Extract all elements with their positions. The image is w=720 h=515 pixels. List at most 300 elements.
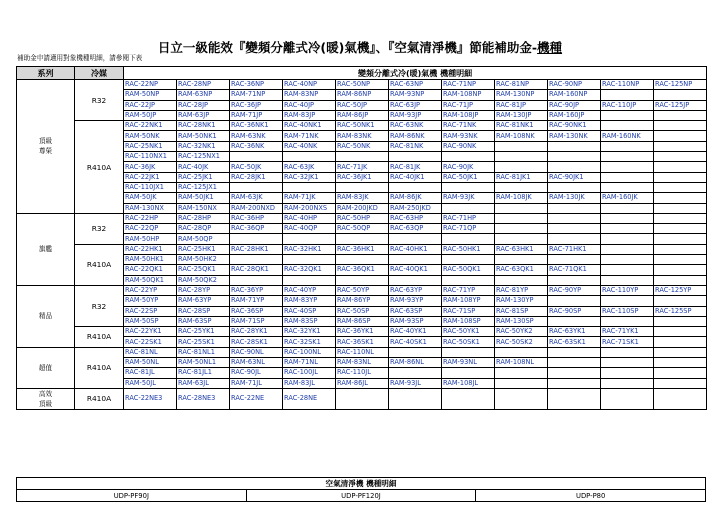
model-cell: RAC-28NE <box>283 388 336 409</box>
page-title: 日立一級能效『變頻分離式冷(暖)氣機』、『空氣清淨機』節能補助金-機種 <box>157 40 563 55</box>
model-cell <box>601 224 654 234</box>
model-cell: RAC-28HP <box>177 213 230 223</box>
model-cell: RAC-32HK1 <box>283 244 336 254</box>
model-cell: RAC-36HK1 <box>336 244 389 254</box>
model-cell: RAC-22NE <box>230 388 283 409</box>
model-cell <box>601 203 654 213</box>
model-cell <box>654 110 707 120</box>
model-cell: RAC-25HK1 <box>177 244 230 254</box>
model-cell: RAM-160JP <box>548 110 601 120</box>
model-cell <box>601 265 654 275</box>
model-cell: RAC-32QK1 <box>283 265 336 275</box>
model-cell <box>495 378 548 388</box>
model-cell: RAC-110NX1 <box>124 152 177 162</box>
model-cell: RAC-50YP <box>336 285 389 295</box>
model-cell <box>601 90 654 100</box>
model-cell: RAC-125NX1 <box>177 152 230 162</box>
model-cell: RAC-63QK1 <box>495 265 548 275</box>
model-cell <box>601 234 654 244</box>
model-cell <box>283 182 336 192</box>
model-cell <box>654 224 707 234</box>
model-cell: RAM-108YP <box>442 296 495 306</box>
model-cell <box>601 368 654 378</box>
purifier-title: 空氣清淨機 機種明細 <box>17 478 706 490</box>
model-cell: RAC-36HP <box>230 213 283 223</box>
model-cell: RAM-108SP <box>442 316 495 326</box>
model-cell <box>495 347 548 357</box>
purifier-model: UDP-PF90J <box>17 490 247 502</box>
model-cell <box>654 152 707 162</box>
model-cell: RAC-81YP <box>495 285 548 295</box>
model-cell: RAM-93JK <box>442 193 495 203</box>
model-cell: RAC-71SP <box>442 306 495 316</box>
refrigerant-cell: R32 <box>75 285 124 326</box>
model-cell: RAM-63NK <box>230 131 283 141</box>
model-cell: RAC-100NL <box>283 347 336 357</box>
model-cell <box>601 121 654 131</box>
model-cell: RAC-36JP <box>230 100 283 110</box>
refrigerant-cell: R32 <box>75 80 124 121</box>
model-cell: RAC-28NE3 <box>177 388 230 409</box>
model-cell: RAC-71NP <box>442 80 495 90</box>
model-cell: RAM-86NL <box>389 358 442 368</box>
model-cell: RAC-125NP <box>654 80 707 90</box>
model-cell: RAC-50SK1 <box>442 337 495 347</box>
model-cell: RAC-71HK1 <box>548 244 601 254</box>
model-cell <box>442 152 495 162</box>
model-cell <box>230 275 283 285</box>
model-cell: RAM-63YP <box>177 296 230 306</box>
model-cell <box>548 347 601 357</box>
model-cell: RAC-110YP <box>601 285 654 295</box>
model-cell <box>336 255 389 265</box>
model-cell: RAC-63YK1 <box>548 327 601 337</box>
title-keyword: 機種 <box>537 40 563 55</box>
refrigerant-cell: R410A <box>75 244 124 285</box>
model-cell: RAC-110NP <box>601 80 654 90</box>
model-cell: RAM-108JL <box>442 378 495 388</box>
model-cell: RAC-81JL1 <box>177 368 230 378</box>
model-cell: RAC-110JP <box>601 100 654 110</box>
model-cell: RAC-90YP <box>548 285 601 295</box>
model-cell: RAC-71QK1 <box>548 265 601 275</box>
model-cell <box>548 152 601 162</box>
model-cell: RAC-81NK <box>389 141 442 151</box>
model-cell <box>389 182 442 192</box>
model-cell: RAM-83JP <box>283 110 336 120</box>
model-cell: RAM-93JP <box>389 110 442 120</box>
model-cell <box>389 152 442 162</box>
model-cell: RAC-40SP <box>283 306 336 316</box>
model-cell <box>548 388 601 409</box>
refrigerant-header: 冷媒 <box>75 67 124 80</box>
model-cell: RAM-130NP <box>495 90 548 100</box>
model-cell: RAM-160JK <box>601 193 654 203</box>
model-cell: RAM-108NP <box>442 90 495 100</box>
model-cell: RAC-40HP <box>283 213 336 223</box>
model-cell <box>601 172 654 182</box>
model-cell <box>442 182 495 192</box>
model-cell: RAC-36NP <box>230 80 283 90</box>
model-cell: RAM-83NP <box>283 90 336 100</box>
purifier-table <box>16 477 706 502</box>
model-cell <box>442 347 495 357</box>
ac-model-table <box>16 66 707 410</box>
table-header-row <box>17 67 707 80</box>
table-row <box>17 80 707 90</box>
model-cell: RAC-110NL <box>336 347 389 357</box>
series-cell: 精品 <box>17 285 75 347</box>
model-cell <box>442 275 495 285</box>
purifier-model: UDP-P80 <box>476 490 706 502</box>
series-cell: 頂級 尊榮 <box>17 80 75 214</box>
refrigerant-cell: R410A <box>75 121 124 214</box>
model-cell <box>654 347 707 357</box>
models-header: 變頻分離式冷(暖)氣機 機種明細 <box>124 67 707 80</box>
model-cell <box>548 368 601 378</box>
model-cell: RAC-22NE3 <box>124 388 177 409</box>
model-cell: RAM-86JP <box>336 110 389 120</box>
model-cell: RAC-81JL <box>124 368 177 378</box>
model-cell: RAM-63NL <box>230 358 283 368</box>
model-cell <box>548 234 601 244</box>
model-cell: RAC-81JK <box>389 162 442 172</box>
model-cell: RAC-90NK <box>442 141 495 151</box>
model-cell: RAC-25QK1 <box>177 265 230 275</box>
model-cell <box>389 388 442 409</box>
model-cell: RAC-28YK1 <box>230 327 283 337</box>
model-cell: RAM-83JL <box>283 378 336 388</box>
model-cell <box>601 110 654 120</box>
model-cell <box>283 234 336 244</box>
model-cell <box>283 255 336 265</box>
model-cell: RAM-71YP <box>230 296 283 306</box>
model-cell: RAC-36YK1 <box>336 327 389 337</box>
model-cell <box>230 152 283 162</box>
model-cell: RAM-200NXD <box>230 203 283 213</box>
model-cell: RAC-22JK1 <box>124 172 177 182</box>
model-cell <box>548 378 601 388</box>
model-cell: RAM-63NP <box>177 90 230 100</box>
model-cell <box>654 368 707 378</box>
model-cell: RAM-50JK <box>124 193 177 203</box>
model-cell: RAM-250JKD <box>389 203 442 213</box>
ac-model-table-body <box>17 80 707 410</box>
model-cell <box>283 275 336 285</box>
model-cell: RAC-22HP <box>124 213 177 223</box>
model-cell: RAC-25SK1 <box>177 337 230 347</box>
model-cell <box>654 337 707 347</box>
model-cell: RAM-50NL <box>124 358 177 368</box>
table-row <box>17 347 707 357</box>
model-cell <box>230 182 283 192</box>
purifier-model: UDP-PF120J <box>246 490 476 502</box>
model-cell: RAM-130JP <box>495 110 548 120</box>
model-cell: RAC-28HK1 <box>230 244 283 254</box>
model-cell: RAC-125YP <box>654 285 707 295</box>
model-cell: RAC-40NK <box>283 141 336 151</box>
model-cell: RAM-108JP <box>442 110 495 120</box>
model-cell: RAC-63SP <box>389 306 442 316</box>
model-cell: RAC-81JP <box>495 100 548 110</box>
model-cell: RAM-63JK <box>230 193 283 203</box>
model-cell <box>336 182 389 192</box>
model-cell: RAC-63YP <box>389 285 442 295</box>
model-cell <box>601 316 654 326</box>
model-cell <box>654 121 707 131</box>
model-cell <box>601 388 654 409</box>
model-cell: RAC-50YK2 <box>495 327 548 337</box>
model-cell: RAC-50JP <box>336 100 389 110</box>
model-cell: RAC-71JP <box>442 100 495 110</box>
model-cell: RAM-150NX <box>177 203 230 213</box>
model-cell <box>495 182 548 192</box>
model-cell: RAC-32SK1 <box>283 337 336 347</box>
model-cell: RAC-81JK1 <box>495 172 548 182</box>
model-cell: RAC-63SK1 <box>548 337 601 347</box>
model-cell: RAM-83NK <box>336 131 389 141</box>
model-cell: RAC-71NK <box>442 121 495 131</box>
model-cell <box>230 234 283 244</box>
model-cell <box>601 296 654 306</box>
model-cell: RAC-36SP <box>230 306 283 316</box>
model-cell: RAC-28SP <box>177 306 230 316</box>
model-cell: RAM-93JL <box>389 378 442 388</box>
model-cell: RAC-36QK1 <box>336 265 389 275</box>
model-cell: RAM-50YP <box>124 296 177 306</box>
model-cell: RAM-50NK1 <box>177 131 230 141</box>
model-cell <box>389 234 442 244</box>
model-cell: RAC-90SP <box>548 306 601 316</box>
model-cell: RAC-28QP <box>177 224 230 234</box>
model-cell: RAM-71NK <box>283 131 336 141</box>
model-cell: RAM-71NP <box>230 90 283 100</box>
model-cell <box>442 368 495 378</box>
model-cell: RAM-130SP <box>495 316 548 326</box>
series-cell: 旗艦 <box>17 213 75 285</box>
model-cell: RAM-83YP <box>283 296 336 306</box>
model-cell: RAC-22YK1 <box>124 327 177 337</box>
model-cell: RAC-63NP <box>389 80 442 90</box>
model-cell: RAC-28NK1 <box>177 121 230 131</box>
model-cell: RAM-50JK1 <box>177 193 230 203</box>
model-cell <box>601 347 654 357</box>
model-cell: RAM-86YP <box>336 296 389 306</box>
refrigerant-cell: R410A <box>75 347 124 388</box>
model-cell: RAM-71JL <box>230 378 283 388</box>
model-cell <box>654 388 707 409</box>
model-cell <box>601 213 654 223</box>
model-cell: RAM-83SP <box>283 316 336 326</box>
model-cell <box>654 244 707 254</box>
model-cell <box>495 141 548 151</box>
model-cell <box>601 275 654 285</box>
model-cell: RAM-130NK <box>548 131 601 141</box>
model-cell <box>548 141 601 151</box>
model-cell: RAM-130JK <box>548 193 601 203</box>
model-cell: RAC-50JK1 <box>442 172 495 182</box>
model-cell <box>654 213 707 223</box>
model-cell: RAM-93YP <box>389 296 442 306</box>
model-cell: RAC-90NP <box>548 80 601 90</box>
model-cell <box>495 224 548 234</box>
model-cell: RAC-90JP <box>548 100 601 110</box>
model-cell <box>389 347 442 357</box>
refrigerant-cell: R410A <box>75 327 124 348</box>
model-cell <box>654 162 707 172</box>
model-cell <box>283 152 336 162</box>
model-cell: RAM-50QK1 <box>124 275 177 285</box>
table-row <box>17 121 707 131</box>
model-cell: RAC-36NK <box>230 141 283 151</box>
model-cell: RAM-86NK <box>389 131 442 141</box>
model-cell: RAC-125JX1 <box>177 182 230 192</box>
model-cell: RAC-40HK1 <box>389 244 442 254</box>
model-cell: RAC-81SP <box>495 306 548 316</box>
model-cell: RAC-22JP <box>124 100 177 110</box>
model-cell: RAC-36YP <box>230 285 283 295</box>
model-cell: RAM-86NP <box>336 90 389 100</box>
model-cell: RAC-25YK1 <box>177 327 230 337</box>
model-cell: RAC-50QK1 <box>442 265 495 275</box>
model-cell: RAC-63JK <box>283 162 336 172</box>
model-cell <box>336 388 389 409</box>
model-cell: RAC-90NL <box>230 347 283 357</box>
model-cell: RAC-81NK1 <box>495 121 548 131</box>
model-cell <box>230 255 283 265</box>
model-cell <box>495 203 548 213</box>
model-cell: RAC-36SK1 <box>336 337 389 347</box>
model-cell: RAM-50NL1 <box>177 358 230 368</box>
model-cell: RAM-108JK <box>495 193 548 203</box>
model-cell: RAM-50HK1 <box>124 255 177 265</box>
model-cell <box>336 275 389 285</box>
model-cell: RAC-50YK1 <box>442 327 495 337</box>
model-cell: RAM-50JL <box>124 378 177 388</box>
table-row <box>17 327 707 337</box>
model-cell: RAC-71YP <box>442 285 495 295</box>
model-cell: RAC-40QK1 <box>389 265 442 275</box>
model-cell: RAM-50QP <box>177 234 230 244</box>
model-cell <box>601 378 654 388</box>
model-cell: RAC-22QP <box>124 224 177 234</box>
model-cell: RAC-71JK <box>336 162 389 172</box>
model-cell <box>548 182 601 192</box>
model-cell: RAC-110JL <box>336 368 389 378</box>
model-cell: RAM-86JL <box>336 378 389 388</box>
model-cell <box>495 368 548 378</box>
model-cell: RAC-40NK1 <box>283 121 336 131</box>
model-cell: RAC-125JP <box>654 100 707 110</box>
model-cell: RAC-25NK1 <box>124 141 177 151</box>
model-cell: RAC-36QP <box>230 224 283 234</box>
model-cell: RAC-90JK <box>442 162 495 172</box>
series-cell: 高效 頂級 <box>17 388 75 409</box>
model-cell: RAM-50NP <box>124 90 177 100</box>
model-cell: RAC-22HK1 <box>124 244 177 254</box>
model-cell <box>654 90 707 100</box>
model-cell: RAC-32JK1 <box>283 172 336 182</box>
refrigerant-cell: R410A <box>75 388 124 409</box>
model-cell: RAM-93NP <box>389 90 442 100</box>
model-cell <box>654 378 707 388</box>
model-cell: RAC-50SK2 <box>495 337 548 347</box>
model-cell: RAC-90NK1 <box>548 121 601 131</box>
model-cell: RAM-71SP <box>230 316 283 326</box>
model-cell: RAM-108NL <box>495 358 548 368</box>
model-cell: RAC-90JK1 <box>548 172 601 182</box>
model-cell: RAC-63HK1 <box>495 244 548 254</box>
model-cell <box>389 255 442 265</box>
model-cell: RAC-100JL <box>283 368 336 378</box>
model-cell: RAC-50NK <box>336 141 389 151</box>
model-cell <box>548 213 601 223</box>
model-cell <box>654 193 707 203</box>
model-cell: RAM-50SP <box>124 316 177 326</box>
model-cell: RAC-110JX1 <box>124 182 177 192</box>
model-cell: RAC-22NP <box>124 80 177 90</box>
model-cell <box>495 152 548 162</box>
model-cell: RAC-50JK <box>230 162 283 172</box>
model-cell <box>601 152 654 162</box>
model-cell: RAM-200NXS <box>283 203 336 213</box>
model-cell: RAM-50HK2 <box>177 255 230 265</box>
model-cell: RAC-22YP <box>124 285 177 295</box>
model-cell: RAC-25JK1 <box>177 172 230 182</box>
model-cell: RAC-40QP <box>283 224 336 234</box>
model-cell <box>601 141 654 151</box>
model-cell <box>548 275 601 285</box>
model-cell: RAC-40NP <box>283 80 336 90</box>
model-cell <box>654 265 707 275</box>
model-cell: RAM-93NK <box>442 131 495 141</box>
model-cell: RAC-63HP <box>389 213 442 223</box>
model-cell: RAC-22NK1 <box>124 121 177 131</box>
model-cell <box>336 234 389 244</box>
model-cell: RAM-130YP <box>495 296 548 306</box>
model-cell: RAM-86JK <box>389 193 442 203</box>
model-cell <box>548 203 601 213</box>
model-cell <box>548 255 601 265</box>
model-cell: RAC-28YP <box>177 285 230 295</box>
model-cell <box>601 244 654 254</box>
model-cell: RAC-36NK1 <box>230 121 283 131</box>
model-cell: RAC-50HP <box>336 213 389 223</box>
table-row <box>17 285 707 295</box>
model-cell <box>654 141 707 151</box>
model-cell: RAM-160NK <box>601 131 654 141</box>
model-cell: RAM-63SP <box>177 316 230 326</box>
model-cell: RAC-81NL1 <box>177 347 230 357</box>
model-cell: RAC-71HP <box>442 213 495 223</box>
model-cell: RAC-40JP <box>283 100 336 110</box>
model-cell: RAM-50QK2 <box>177 275 230 285</box>
model-cell: RAC-50SP <box>336 306 389 316</box>
model-cell: RAC-36JK <box>124 162 177 172</box>
model-cell: RAC-40YK1 <box>389 327 442 337</box>
table-row <box>17 388 707 409</box>
model-cell <box>654 255 707 265</box>
model-cell <box>654 203 707 213</box>
model-cell: RAC-28QK1 <box>230 265 283 275</box>
model-cell: RAC-28JK1 <box>230 172 283 182</box>
model-cell <box>654 296 707 306</box>
model-cell <box>654 172 707 182</box>
model-cell <box>654 182 707 192</box>
model-cell: RAC-22SP <box>124 306 177 316</box>
model-cell <box>442 234 495 244</box>
series-header: 系列 <box>17 67 75 80</box>
